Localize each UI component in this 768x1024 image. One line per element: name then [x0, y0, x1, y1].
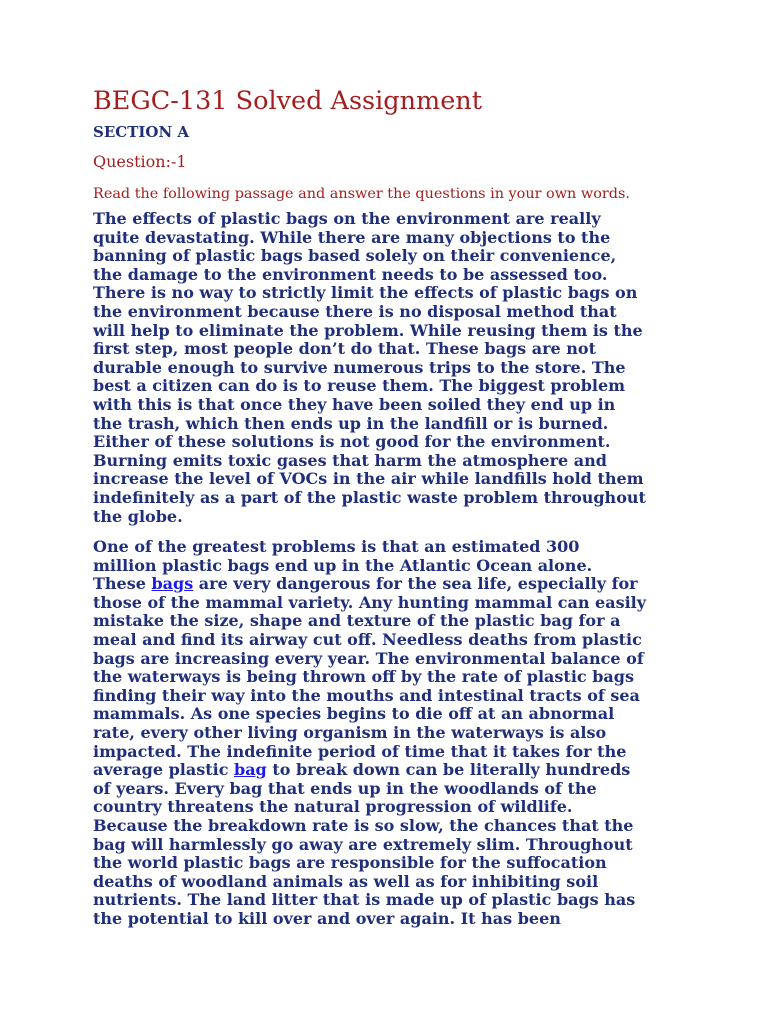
paragraph-line: those of the mammal variety. Any hunting mammal can easily: [93, 592, 647, 612]
paragraph-line: nutrients. The land litter that is made up of plastic bags has: [93, 890, 636, 910]
paragraph-line: There is no way to strictly limit the effects of plastic bags on: [93, 283, 638, 303]
paragraph-1: [93, 210, 693, 526]
paragraph-line: million plastic bags end up in the Atlantic Ocean alone.: [93, 555, 593, 575]
paragraph-line: best a citizen can do is to reuse them. The biggest problem: [93, 376, 626, 396]
paragraph-line: mistake the size, shape and texture of the plastic bag for a: [93, 611, 621, 631]
paragraph-line: will help to eliminate the problem. While reusing them is the: [93, 320, 643, 340]
paragraph-line: The effects of plastic bags on the environment are really: [93, 209, 601, 228]
paragraph-line: first step, most people don’t do that. These bags are not: [93, 339, 596, 359]
paragraph-2: [93, 538, 693, 928]
instruction-text: Read the following passage and answer the questions in your own words.: [93, 186, 630, 202]
paragraph-line: finding their way into the mouths and intestinal tracts of sea: [93, 685, 640, 705]
paragraph-line: impacted. The indefinite period of time that it takes for the: [93, 741, 627, 761]
paragraph-line: Either of these solutions is not good for the environment.: [93, 432, 611, 452]
section-heading: SECTION A: [93, 123, 190, 141]
paragraph-line: rate, every other living organism in the waterways is also: [93, 722, 607, 742]
paragraph-line: durable enough to survive numerous trips to the store. The: [93, 357, 626, 377]
line-text: to break down can be literally hundreds: [266, 760, 631, 780]
paragraph-line: Because the breakdown rate is so slow, the chances that the: [93, 815, 634, 835]
paragraph-line: quite devastating. While there are many objections to the: [93, 227, 611, 247]
paragraph-line: the world plastic bags are responsible for the suffocation: [93, 853, 607, 873]
paragraph-line: bag will harmlessly go away are extremely slim. Throughout: [93, 834, 633, 854]
paragraph-line: increase the level of VOCs in the air while landfills hold them: [93, 469, 644, 489]
line-text: average plastic: [93, 760, 234, 780]
line-text: These: [93, 574, 152, 594]
paragraph-line: meal and find its airway cut off. Needless deaths from plastic: [93, 629, 642, 649]
paragraph-line: Burning emits toxic gases that harm the atmosphere and: [93, 450, 607, 470]
paragraph-line: [93, 575, 693, 594]
paragraph-line: bags are increasing every year. The environmental balance of: [93, 648, 644, 668]
question-label: Question:-1: [93, 152, 187, 171]
bag-link[interactable]: bag: [234, 760, 267, 780]
line-text: are very dangerous for the sea life, especially for: [193, 574, 638, 594]
paragraph-line: the trash, which then ends up in the landfill or is burned.: [93, 413, 609, 433]
document-title: BEGC-131 Solved Assignment: [93, 86, 482, 116]
paragraph-line: [93, 761, 693, 780]
bags-link[interactable]: bags: [151, 574, 194, 594]
paragraph-line: the environment because there is no disposal method that: [93, 301, 617, 321]
paragraph-line: banning of plastic bags based solely on their convenience,: [93, 246, 617, 266]
paragraph-line: with this is that once they have been soiled they end up in: [93, 394, 616, 414]
paragraph-line: deaths of woodland animals as well as for inhibiting soil: [93, 871, 599, 891]
paragraph-line: the damage to the environment needs to be assessed too.: [93, 264, 608, 284]
paragraph-line: One of the greatest problems is that an estimated 300: [93, 537, 580, 556]
paragraph-line: country threatens the natural progression of wildlife.: [93, 797, 573, 817]
paragraph-line: indefinitely as a part of the plastic waste problem throughout: [93, 487, 646, 507]
paragraph-line: of years. Every bag that ends up in the woodlands of the: [93, 778, 597, 798]
paragraph-line: the potential to kill over and over again. It has been: [93, 908, 561, 928]
paragraph-line: the globe.: [93, 506, 183, 526]
paragraph-line: mammals. As one species begins to die off at an abnormal: [93, 704, 615, 724]
paragraph-line: the waterways is being thrown off by the rate of plastic bags: [93, 667, 634, 687]
